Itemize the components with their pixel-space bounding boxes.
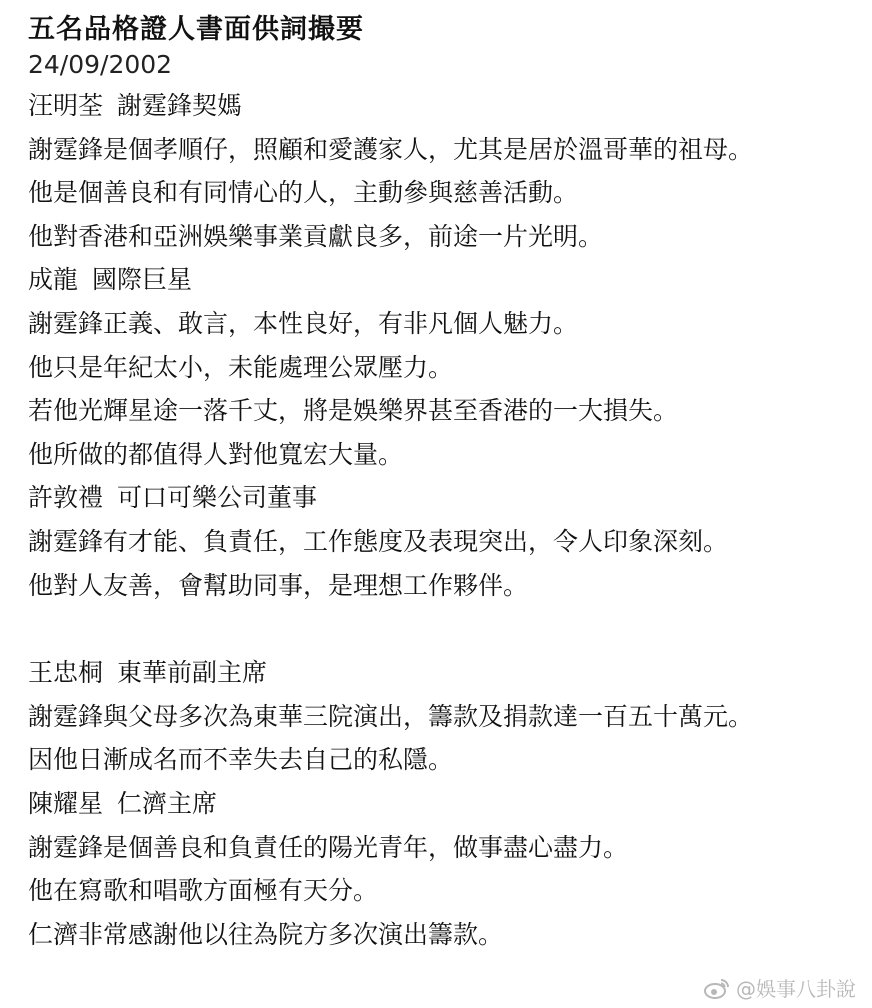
statement-line: 若他光輝星途一落千丈，將是娛樂界甚至香港的一大損失。 xyxy=(28,396,679,426)
statement-line: 謝霆鋒是個善良和負責任的陽光青年，做事盡心盡力。 xyxy=(28,832,629,862)
witness-role: 仁濟主席 xyxy=(117,788,218,818)
statement-line: 仁濟非常感謝他以往為院方多次演出籌款。 xyxy=(28,919,504,949)
paragraph-spacer xyxy=(28,607,858,651)
statement-line: 他對香港和亞洲娛樂事業貢獻良多，前途一片光明。 xyxy=(28,221,604,251)
witness-role: 謝霆鋒契媽 xyxy=(117,91,243,120)
statement-line: 因他日漸成名而不幸失去自己的私隱。 xyxy=(28,745,454,775)
statement-line: 他只是年紀太小，未能處理公眾壓力。 xyxy=(28,352,454,382)
weibo-logo-icon xyxy=(704,977,730,999)
witness-block xyxy=(28,651,858,782)
document xyxy=(28,12,858,956)
statement-line: 他在寫歌和唱歌方面極有天分。 xyxy=(28,876,379,906)
witness-name: 陳耀星 xyxy=(28,788,104,818)
statement-line: 謝霆鋒是個孝順仔，照顧和愛護家人，尤其是居於溫哥華的祖母。 xyxy=(28,134,754,164)
witness-role: 可口可樂公司董事 xyxy=(117,483,318,513)
witness-header xyxy=(28,84,858,128)
witness-header xyxy=(28,651,858,695)
witness-name: 汪明荃 xyxy=(28,91,104,120)
statement-line: 謝霆鋒正義、敢言，本性良好，有非凡個人魅力。 xyxy=(28,308,579,338)
statement-line: 他對人友善，會幫助同事，是理想工作夥伴。 xyxy=(28,570,529,600)
statement-line: 謝霆鋒有才能、負責任，工作態度及表現突出，令人印象深刻。 xyxy=(28,526,729,556)
statement-line: 謝霆鋒與父母多次為東華三院演出，籌款及捐款達一百五十萬元。 xyxy=(28,701,754,731)
witness-role: 國際巨星 xyxy=(92,265,193,295)
witness-block xyxy=(28,476,858,607)
witness-name: 許敦禮 xyxy=(28,483,104,513)
witness-header xyxy=(28,258,858,302)
watermark xyxy=(704,973,856,1002)
statement-line: 他所做的都值得人對他寬宏大量。 xyxy=(28,439,404,469)
witness-block xyxy=(28,84,858,258)
statement-line: 他是個善良和有同情心的人，主動參與慈善活動。 xyxy=(28,178,579,208)
document-title: 五名品格證人書面供詞撮要 xyxy=(28,14,364,45)
witness-name: 成龍 xyxy=(28,265,79,295)
witness-name: 王忠桐 xyxy=(28,658,104,688)
witness-role: 東華前副主席 xyxy=(117,658,268,688)
witness-block xyxy=(28,258,858,476)
watermark-text: @娛事八卦說 xyxy=(736,977,856,1001)
document-date: 24/09/2002 xyxy=(28,50,173,79)
witness-block xyxy=(28,782,858,956)
witness-header xyxy=(28,476,858,520)
witness-header xyxy=(28,782,858,826)
